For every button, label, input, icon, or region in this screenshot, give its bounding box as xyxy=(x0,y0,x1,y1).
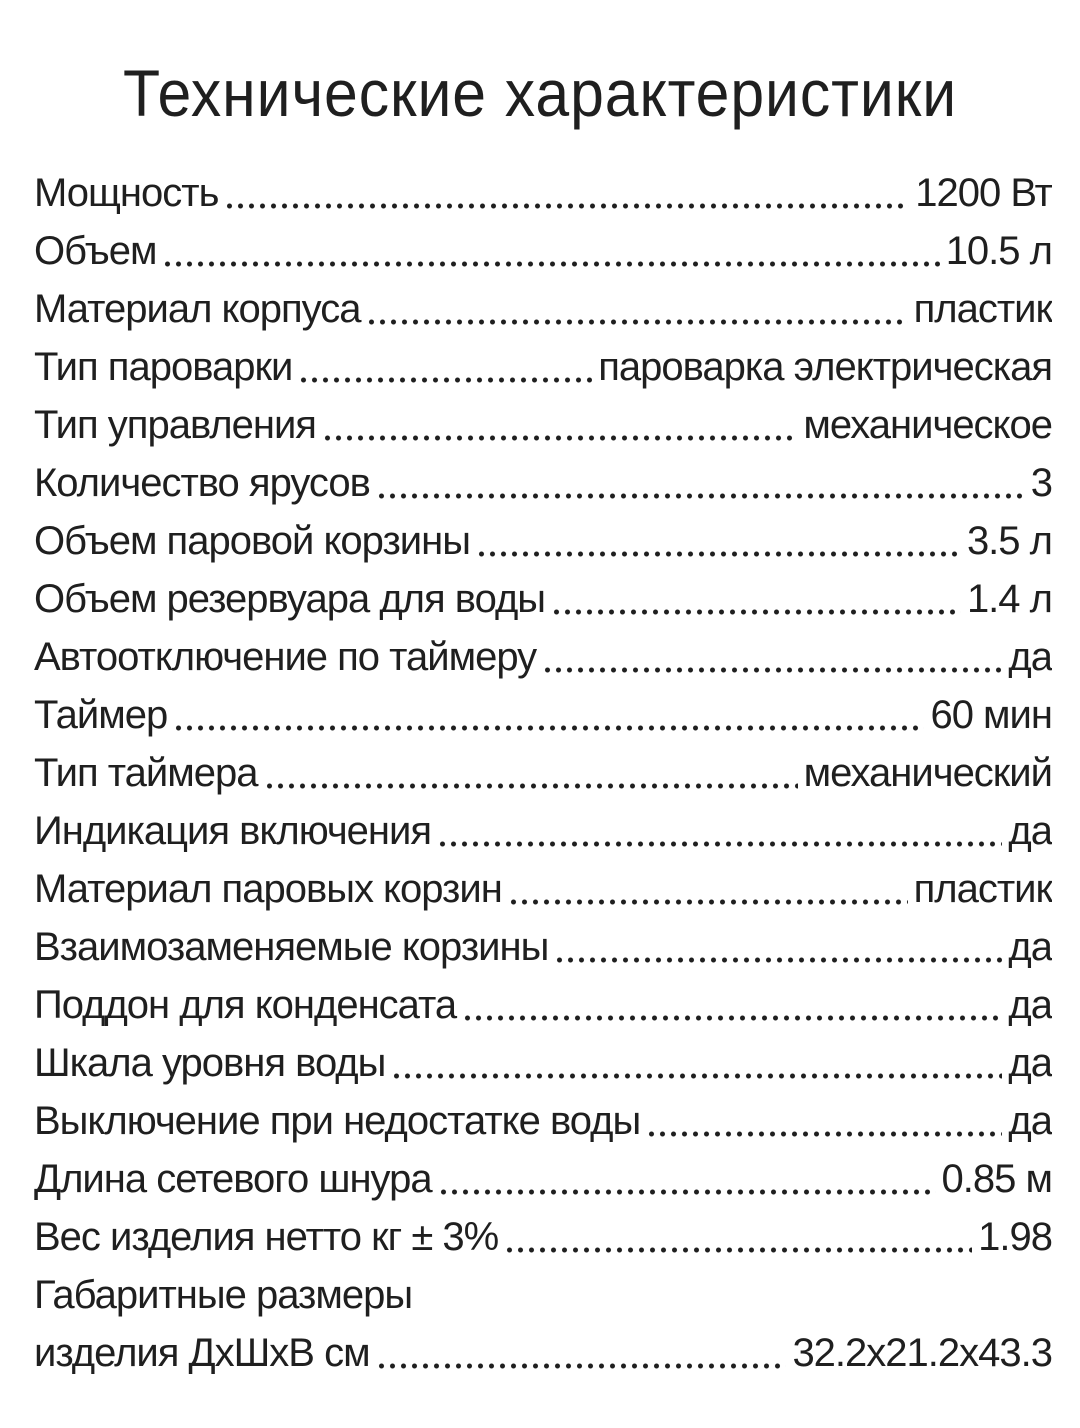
spec-value: пластик xyxy=(913,867,1052,911)
spec-value: 1.98 xyxy=(978,1215,1052,1259)
dot-leader xyxy=(264,782,798,790)
spec-row-basket-material xyxy=(34,860,1052,918)
dot-leader xyxy=(224,202,909,210)
spec-row-volume xyxy=(34,222,1052,280)
dot-leader xyxy=(462,1014,1002,1022)
dot-leader xyxy=(173,724,924,732)
spec-label: Поддон для конденсата xyxy=(34,983,457,1027)
spec-label: Взаимозаменяемые корзины xyxy=(34,925,549,969)
spec-row-power-indicator xyxy=(34,802,1052,860)
spec-label: Длина сетевого шнура xyxy=(34,1157,432,1201)
spec-label: Вес изделия нетто кг ± 3% xyxy=(34,1215,499,1259)
spec-label: Выключение при недостатке воды xyxy=(34,1099,641,1143)
dot-leader xyxy=(322,434,797,442)
spec-value: да xyxy=(1008,1099,1052,1143)
dot-leader xyxy=(554,956,1002,964)
spec-label: Тип таймера xyxy=(34,751,258,795)
spec-value: да xyxy=(1008,809,1052,853)
spec-row-basket-volume xyxy=(34,512,1052,570)
spec-label-line2: изделия ДхШхВ см xyxy=(34,1331,370,1375)
spec-row-timer-type xyxy=(34,744,1052,802)
spec-value: да xyxy=(1008,1041,1052,1085)
spec-label: Количество ярусов xyxy=(34,461,370,505)
spec-row-reservoir-volume xyxy=(34,570,1052,628)
spec-value: 0.85 м xyxy=(941,1157,1052,1201)
spec-value: 1200 Вт xyxy=(915,171,1052,215)
spec-value: пластик xyxy=(913,287,1052,331)
dot-leader xyxy=(646,1130,1002,1138)
dot-leader xyxy=(376,492,1025,500)
dot-leader xyxy=(504,1246,972,1254)
spec-row-timer xyxy=(34,686,1052,744)
spec-value: 60 мин xyxy=(930,693,1052,737)
spec-label: Материал паровых корзин xyxy=(34,867,502,911)
dot-leader xyxy=(162,260,939,268)
spec-row-interchangeable-baskets xyxy=(34,918,1052,976)
dot-leader xyxy=(298,376,592,384)
dot-leader xyxy=(376,1362,787,1370)
spec-value: механический xyxy=(803,751,1052,795)
dot-leader xyxy=(542,666,1002,674)
spec-label: Материал корпуса xyxy=(34,287,361,331)
spec-label: Объем xyxy=(34,229,157,273)
spec-value: 32.2x21.2x43.3 xyxy=(792,1331,1052,1375)
spec-value: да xyxy=(1008,925,1052,969)
spec-row-steamer-type xyxy=(34,338,1052,396)
spec-row-tiers xyxy=(34,454,1052,512)
dot-leader xyxy=(366,318,907,326)
spec-label: Таймер xyxy=(34,693,168,737)
spec-label: Объем резервуара для воды xyxy=(34,577,546,621)
spec-row-control-type xyxy=(34,396,1052,454)
spec-row-cord-length xyxy=(34,1150,1052,1208)
spec-value: механическое xyxy=(803,403,1052,447)
spec-value: пароварка электрическая xyxy=(598,345,1052,389)
dot-leader xyxy=(437,840,1002,848)
dot-leader xyxy=(476,550,961,558)
spec-label: Шкала уровня воды xyxy=(34,1041,386,1085)
spec-row-water-scale xyxy=(34,1034,1052,1092)
spec-label: Индикация включения xyxy=(34,809,432,853)
dot-leader xyxy=(391,1072,1002,1080)
spec-label: Объем паровой корзины xyxy=(34,519,470,563)
spec-row-dimensions-line2 xyxy=(34,1324,1052,1382)
spec-row-condensate-tray xyxy=(34,976,1052,1034)
spec-value: да xyxy=(1008,983,1052,1027)
spec-row-power xyxy=(34,164,1052,222)
dot-leader xyxy=(508,898,908,906)
spec-row-net-weight xyxy=(34,1208,1052,1266)
spec-row-dimensions xyxy=(34,1266,1052,1382)
spec-value: 1.4 л xyxy=(966,577,1052,621)
spec-value: 10.5 л xyxy=(945,229,1052,273)
spec-label: Тип пароварки xyxy=(34,345,293,389)
spec-value: 3.5 л xyxy=(966,519,1052,563)
spec-list xyxy=(34,164,1052,1382)
spec-label: Тип управления xyxy=(34,403,316,447)
dot-leader xyxy=(438,1188,936,1196)
spec-label: Мощность xyxy=(34,171,219,215)
page-title: Технические характеристики xyxy=(122,56,958,130)
spec-value: да xyxy=(1008,635,1052,679)
spec-value: 3 xyxy=(1030,461,1052,505)
spec-label-line1: Габаритные размеры xyxy=(34,1273,413,1317)
spec-row-auto-off xyxy=(34,628,1052,686)
spec-row-low-water-shutoff xyxy=(34,1092,1052,1150)
spec-row-body-material xyxy=(34,280,1052,338)
dot-leader xyxy=(551,608,961,616)
spec-label: Автоотключение по таймеру xyxy=(34,635,537,679)
